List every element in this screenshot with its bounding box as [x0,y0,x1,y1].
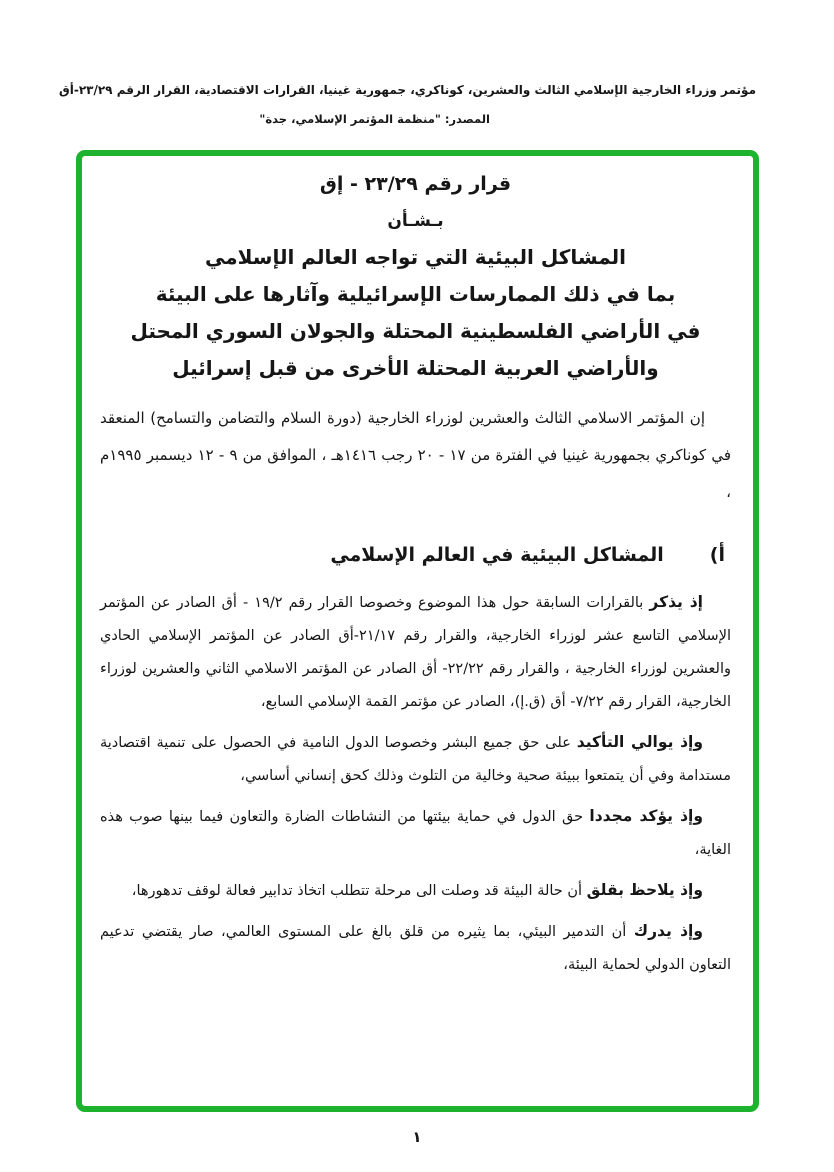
annotation-box [76,150,759,1112]
paragraph-text: حق الدول في حماية بيئتها من النشاطات الضارة والتعاون فيما بينها صوب هذه الغاية، [100,809,731,858]
body-paragraph [100,874,731,908]
header-citation-line: مؤتمر وزراء الخارجية الإسلامي الثالث والعشرين، كوناكري، جمهورية غينيا، القرارات الاقتصادية، القرار الرقم ٢٣/٢٩-أق [59,83,756,97]
paragraph-lead: إذ يذكر [649,593,703,611]
section-marker: أ) [709,544,725,566]
paragraph-text: أن التدمير البيئي، بما يثيره من قلق بالغ على المستوى العالمي، صار يقتضي تدعيم التعاون الدولي لحماية البيئة، [100,924,731,973]
title-line: بما في ذلك الممارسات الإسرائيلية وآثارها على البيئة [155,282,676,306]
paragraph-text: أن حالة البيئة قد وصلت الى مرحلة تتطلب اتخاذ تدابير فعالة لوقف تدهورها، [131,883,587,899]
title-line: المشاكل البيئية التي تواجه العالم الإسلامي [205,245,626,269]
resolution-title-block [98,166,733,387]
preamble-paragraph: إن المؤتمر الاسلامي الثالث والعشرين لوزراء الخارجية (دورة السلام والتضامن والتسامح) المنعقد في كوناكري بجمهورية غينيا في الفترة من ١٧ - ٢٠ رجب ١٤١٦هـ ، الموافق من ٩ - ١٢ ديسمبر ١٩٩٥م ، [100,409,731,501]
paragraph-text: بالقرارات السابقة حول هذا الموضوع وخصوصا القرار رقم ١٩/٢ - أق الصادر عن المؤتمر الإسلامي التاسع عشر لوزراء الخارجية، والقرار رقم ٢١/١٧-أق الصادر عن المؤتمر الإسلامي الحادي والعشرين لوزراء الخارجية ، والقرار رقم ٢٢/٢٢- أق الصادر عن المؤتمر الاسلامي الثاني والعشرين لوزراء الخارجية، القرار رقم ٧/٢٢- أق (ق.إ)، الصادر عن مؤتمر القمة الإسلامي السابع، [100,595,731,710]
paragraph-lead: وإذ يوالي التأكيد [576,733,703,751]
paragraph-text: على حق جميع البشر وخصوصا الدول النامية في الحصول على تنمية اقتصادية مستدامة وفي أن يتمتعوا ببيئة صحية وخالية من التلوث وذلك كحق إنساني أساسي، [100,735,731,784]
paragraph-lead: وإذ يدرك [633,922,703,940]
title-line: والأراضي العربية المحتلة الأخرى من قبل إسرائيل [172,356,659,380]
header-source-line: المصدر: "منظمة المؤتمر الإسلامي، جدة" [259,112,490,126]
section-heading-row [98,544,725,566]
section-heading: المشاكل البيئية في العالم الإسلامي [330,544,664,566]
paragraph-lead: وإذ يلاحظ بقلق [586,881,703,899]
regarding-line: بـشـأن [387,211,444,231]
resolution-number-line: قرار رقم ٢٣/٢٩ - إق [319,173,512,195]
title-line: في الأراضي الفلسطينية المحتلة والجولان السوري المحتل [130,319,701,343]
resolution-body [98,586,733,982]
page-number: ١ [412,1128,422,1146]
body-paragraph [100,800,731,867]
body-paragraph [100,915,731,982]
body-paragraph [100,726,731,793]
paragraph-lead: وإذ يؤكد مجددا [589,807,703,825]
body-paragraph [100,586,731,719]
